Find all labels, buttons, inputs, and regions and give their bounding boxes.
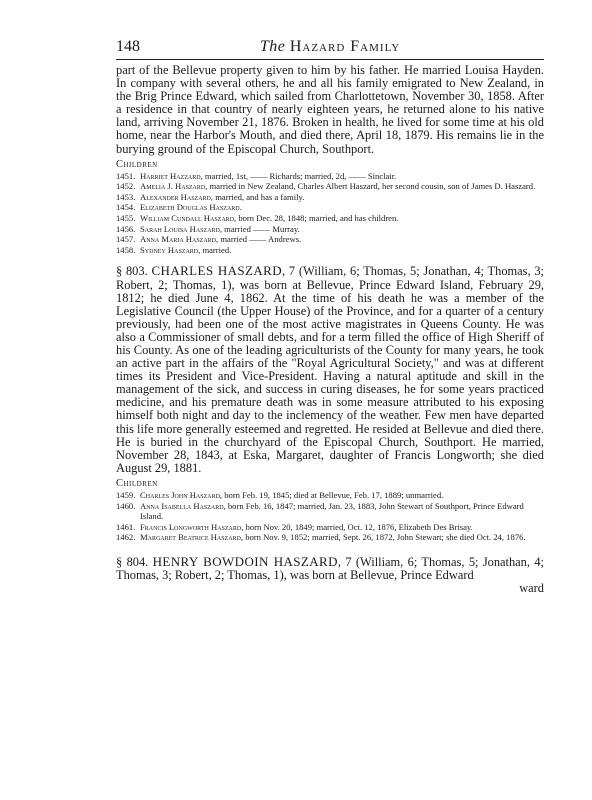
list-item xyxy=(116,490,544,501)
page-number: 148 xyxy=(116,38,140,55)
child-name: Sarah Louisa Haszard xyxy=(140,223,220,234)
section-803-name: CHARLES HASZARD xyxy=(151,263,283,279)
child-number: 1459. xyxy=(116,489,136,500)
list-item xyxy=(116,245,544,256)
list-item xyxy=(116,532,544,543)
section-804-paragraph xyxy=(116,555,544,582)
document-page xyxy=(116,38,544,595)
child-details: , married —— Murray. xyxy=(219,223,300,234)
child-details: , born Feb. 16, 1847; married, Jan. 23, 1883, John Stewart of Southport, Prince Edward Island. xyxy=(140,500,524,522)
child-number: 1452. xyxy=(116,181,136,192)
list-item xyxy=(116,213,544,224)
child-number: 1451. xyxy=(116,170,136,181)
child-name: Alexander Haszard xyxy=(140,191,211,202)
child-number: 1454. xyxy=(116,202,136,213)
child-number: 1461. xyxy=(116,521,136,532)
child-details: , born Nov. 20, 1849; married, Oct. 12, 1876, Elizabeth Des Brisay. xyxy=(241,521,473,532)
child-details: , born Feb. 19, 1845; died at Bellevue, Feb. 17, 1889; unmarried. xyxy=(219,489,444,500)
child-details: . xyxy=(239,202,242,213)
child-details: , married, and has a family. xyxy=(210,191,305,202)
child-details: , married, 1st, —— Richards; married, 2d, —— Sinclair. xyxy=(200,170,397,181)
children-list-2 xyxy=(116,490,544,543)
running-header xyxy=(116,38,544,60)
list-item xyxy=(116,171,544,182)
child-details: , married. xyxy=(198,244,232,255)
section-803-paragraph xyxy=(116,264,544,475)
children-heading-1: Children xyxy=(116,158,158,170)
child-number: 1453. xyxy=(116,191,136,202)
running-title-the: The xyxy=(259,38,286,55)
list-item xyxy=(116,181,544,192)
child-number: 1462. xyxy=(116,532,136,543)
child-name: William Cundall Haszard xyxy=(140,213,235,224)
child-details: , born Dec. 28, 1848; married, and has children. xyxy=(234,213,399,224)
child-name: Elizabeth Douglas Haszard xyxy=(140,202,240,213)
child-name: Amelia J. Haszard xyxy=(140,181,206,192)
list-item xyxy=(116,522,544,533)
child-name: Margaret Beatrice Haszard xyxy=(140,532,241,543)
list-item xyxy=(116,224,544,235)
child-name: Anna Isabella Haszard xyxy=(140,500,224,511)
child-name: Sydney Haszard xyxy=(140,244,199,255)
running-title xyxy=(260,38,400,56)
section-803-text: , 7 (William, 6; Thomas, 5; Jonathan, 4; Thomas, 3; Robert, 2; Thomas, 1), was born at Bellevue, Prince Edward Island, February 29, 1812; he died June 4, 1862. At the time of his death he was a member of the Legislative Council (the Upper House) of the Province, and for a quarter of a century previously, had been one of the most active magistrates in Queens County. He was also a Commissioner of small debts, and for a term filled the office of High Sheriff of his County. As one of the leading agriculturists of the County for many years, he took an active part in the affairs of the "Royal Agricultural Society," and was at different times its President and Vice-President. Having a natural aptitude and skill in the management of the sick, and success in curing diseases, he for some years practiced medicine, and his premature death was in some measure attributed to his exposing himself both night and day to the inclemency of the weather. Few men have departed this life more generally esteemed and regretted. He resided at Bellevue and died there. He is buried in the churchyard of the Episcopal Church, Southport. He married, November 28, 1843, at Eska, Margaret, daughter of Francis Longworth; she died August 29, 1881. xyxy=(116,264,544,475)
child-number: 1455. xyxy=(116,213,136,224)
intro-paragraph: part of the Bellevue property given to him by his father. He married Louisa Hayden. In company with several others, he and all his family emigrated to New Zealand, in the Brig Prince Edward, which sailed from Charlottetown, November 30, 1858. After a residence in that country of nearly eighteen years, he returned alone to his native land, arriving November 21, 1876. Broken in health, he lived for some time at his old home, near the Harbor's Mouth, and died there, April 18, 1879. His remains lie in the burying ground of the Episcopal Church, Southport. xyxy=(116,63,544,156)
child-name: Anna Maria Haszard xyxy=(140,234,217,245)
catchword: ward xyxy=(519,581,544,596)
list-item xyxy=(116,202,544,213)
running-title-family: Hazard Family xyxy=(289,38,401,55)
list-item xyxy=(116,192,544,203)
child-number: 1460. xyxy=(116,500,136,511)
child-name: Harriet Hazzard xyxy=(140,170,201,181)
section-804-number: § 804. xyxy=(116,554,149,569)
child-name: Francis Longworth Haszard xyxy=(140,521,242,532)
child-name: Charles John Haszard xyxy=(140,489,220,500)
child-number: 1456. xyxy=(116,223,136,234)
section-803-number: § 803. xyxy=(116,264,148,279)
child-details: , married —— Andrews. xyxy=(216,234,302,245)
child-details: , born Nov. 9, 1852; married, Sept. 26, 1872, John Stewart; she died Oct. 24, 1876. xyxy=(240,532,526,543)
child-number: 1457. xyxy=(116,234,136,245)
list-item xyxy=(116,501,544,522)
child-number: 1458. xyxy=(116,244,136,255)
section-804-name: HENRY BOWDOIN HASZARD xyxy=(152,553,338,569)
list-item xyxy=(116,234,544,245)
children-list-1 xyxy=(116,171,544,256)
children-heading-2: Children xyxy=(116,477,158,489)
child-details: , married in New Zealand, Charles Albert Haszard, her second cousin, son of James D. Haszard. xyxy=(205,181,536,192)
section-804-text: , 7 (William, 6; Thomas, 5; Jonathan, 4; Thomas, 3; Robert, 2; Thomas, 1), was born at Bellevue, Prince Edward xyxy=(116,554,544,582)
